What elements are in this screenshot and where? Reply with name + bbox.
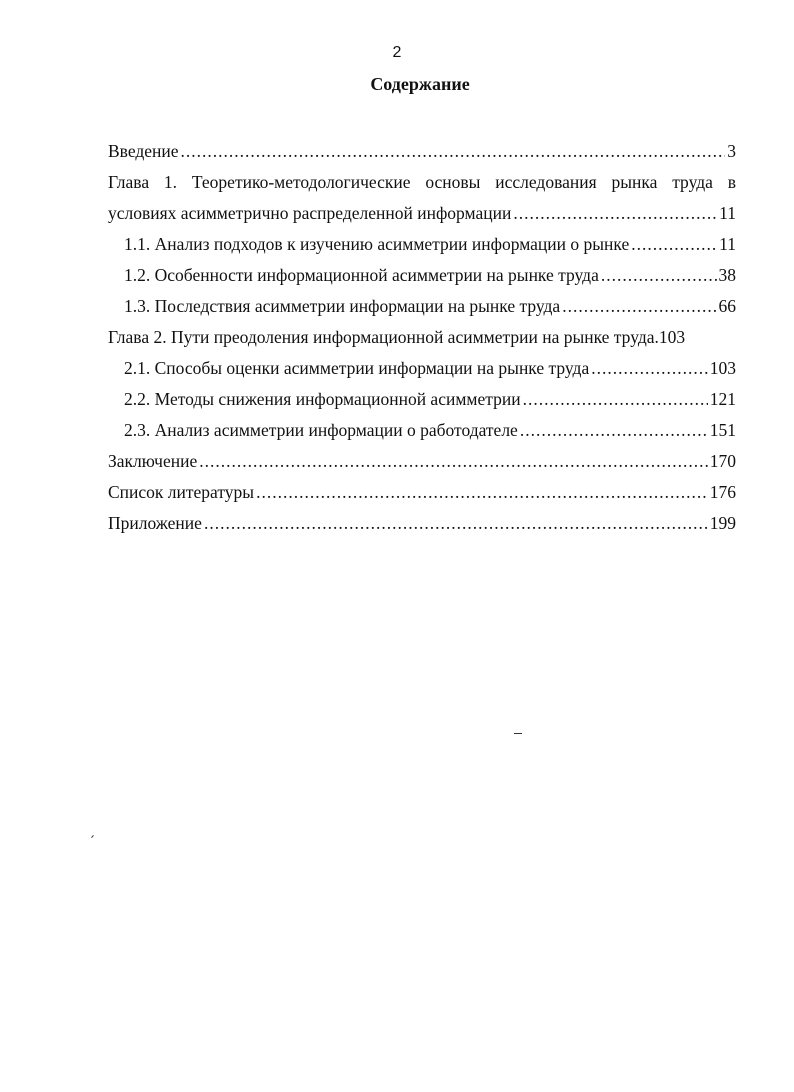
toc-entry-page: 11 <box>719 234 736 254</box>
toc-entry-references[interactable] <box>108 477 736 508</box>
toc-entry-page: 11 <box>719 203 736 223</box>
toc-entry-conclusion[interactable] <box>108 446 736 477</box>
toc-entry-text: 1.2. Особенности информационной асимметрии на рынке труда <box>124 265 599 285</box>
toc-entry-page: 38 <box>718 265 736 285</box>
toc-entry-section-1-1[interactable] <box>108 229 736 260</box>
toc-entry-page: 176 <box>709 482 736 502</box>
dot-leader <box>181 136 726 167</box>
toc-entry-text: Список литературы <box>108 482 255 502</box>
toc-entry-page: 103 <box>658 327 686 347</box>
page-title: Содержание <box>370 74 470 94</box>
dot-leader <box>256 477 708 508</box>
toc-entry-chapter-2[interactable] <box>108 322 736 353</box>
toc-entry-page: 199 <box>709 513 736 533</box>
toc-entry-text: 2.1. Способы оценки асимметрии информации на рынке труда <box>124 358 590 378</box>
toc-entry-text: Приложение <box>108 513 202 533</box>
scan-artifact-dash <box>514 733 522 734</box>
dot-leader <box>204 508 708 539</box>
toc-entry-page: 151 <box>709 420 736 440</box>
toc-entry-text-line-2: условиях асимметрично распределенной информации <box>108 203 512 223</box>
toc-entry-page: 3 <box>727 141 736 161</box>
table-of-contents <box>108 136 736 539</box>
toc-entry-text: 1.1. Анализ подходов к изучению асимметрии информации о рынке <box>124 234 630 254</box>
dot-leader <box>520 415 708 446</box>
toc-entry-appendix[interactable] <box>108 508 736 539</box>
dot-leader <box>631 229 717 260</box>
toc-entry-text: 2.3. Анализ асимметрии информации о работодателе <box>124 420 518 440</box>
page-number: 2 <box>392 44 402 61</box>
toc-entry-page: 66 <box>718 296 736 316</box>
scan-artifact-tick <box>91 835 94 838</box>
toc-entry-text: Введение <box>108 141 179 161</box>
toc-entry-text: Глава 2. Пути преодоления информационной асимметрии на рынке труда. <box>108 327 659 347</box>
dot-leader <box>199 446 708 477</box>
toc-entry-page: 121 <box>709 389 736 409</box>
toc-entry-section-2-1[interactable] <box>108 353 736 384</box>
dot-leader <box>513 198 717 229</box>
toc-entry-section-2-3[interactable] <box>108 415 736 446</box>
toc-entry-page: 103 <box>709 358 736 378</box>
toc-entry-section-1-2[interactable] <box>108 260 736 291</box>
toc-entry-page: 170 <box>709 451 736 471</box>
toc-entry-text: 1.3. Последствия асимметрии информации на рынке труда <box>124 296 561 316</box>
dot-leader <box>601 260 717 291</box>
toc-entry-text: 2.2. Методы снижения информационной асимметрии <box>124 389 521 409</box>
toc-entry-chapter-1[interactable] <box>108 167 736 229</box>
dot-leader <box>591 353 708 384</box>
toc-entry-section-1-3[interactable] <box>108 291 736 322</box>
toc-entry-section-2-2[interactable] <box>108 384 736 415</box>
dot-leader <box>523 384 708 415</box>
dot-leader <box>562 291 716 322</box>
toc-entry-intro[interactable] <box>108 136 736 167</box>
toc-entry-text: Заключение <box>108 451 198 471</box>
toc-entry-text-line-1: Глава 1. Теоретико-методологические основы исследования рынка труда в <box>108 172 736 192</box>
